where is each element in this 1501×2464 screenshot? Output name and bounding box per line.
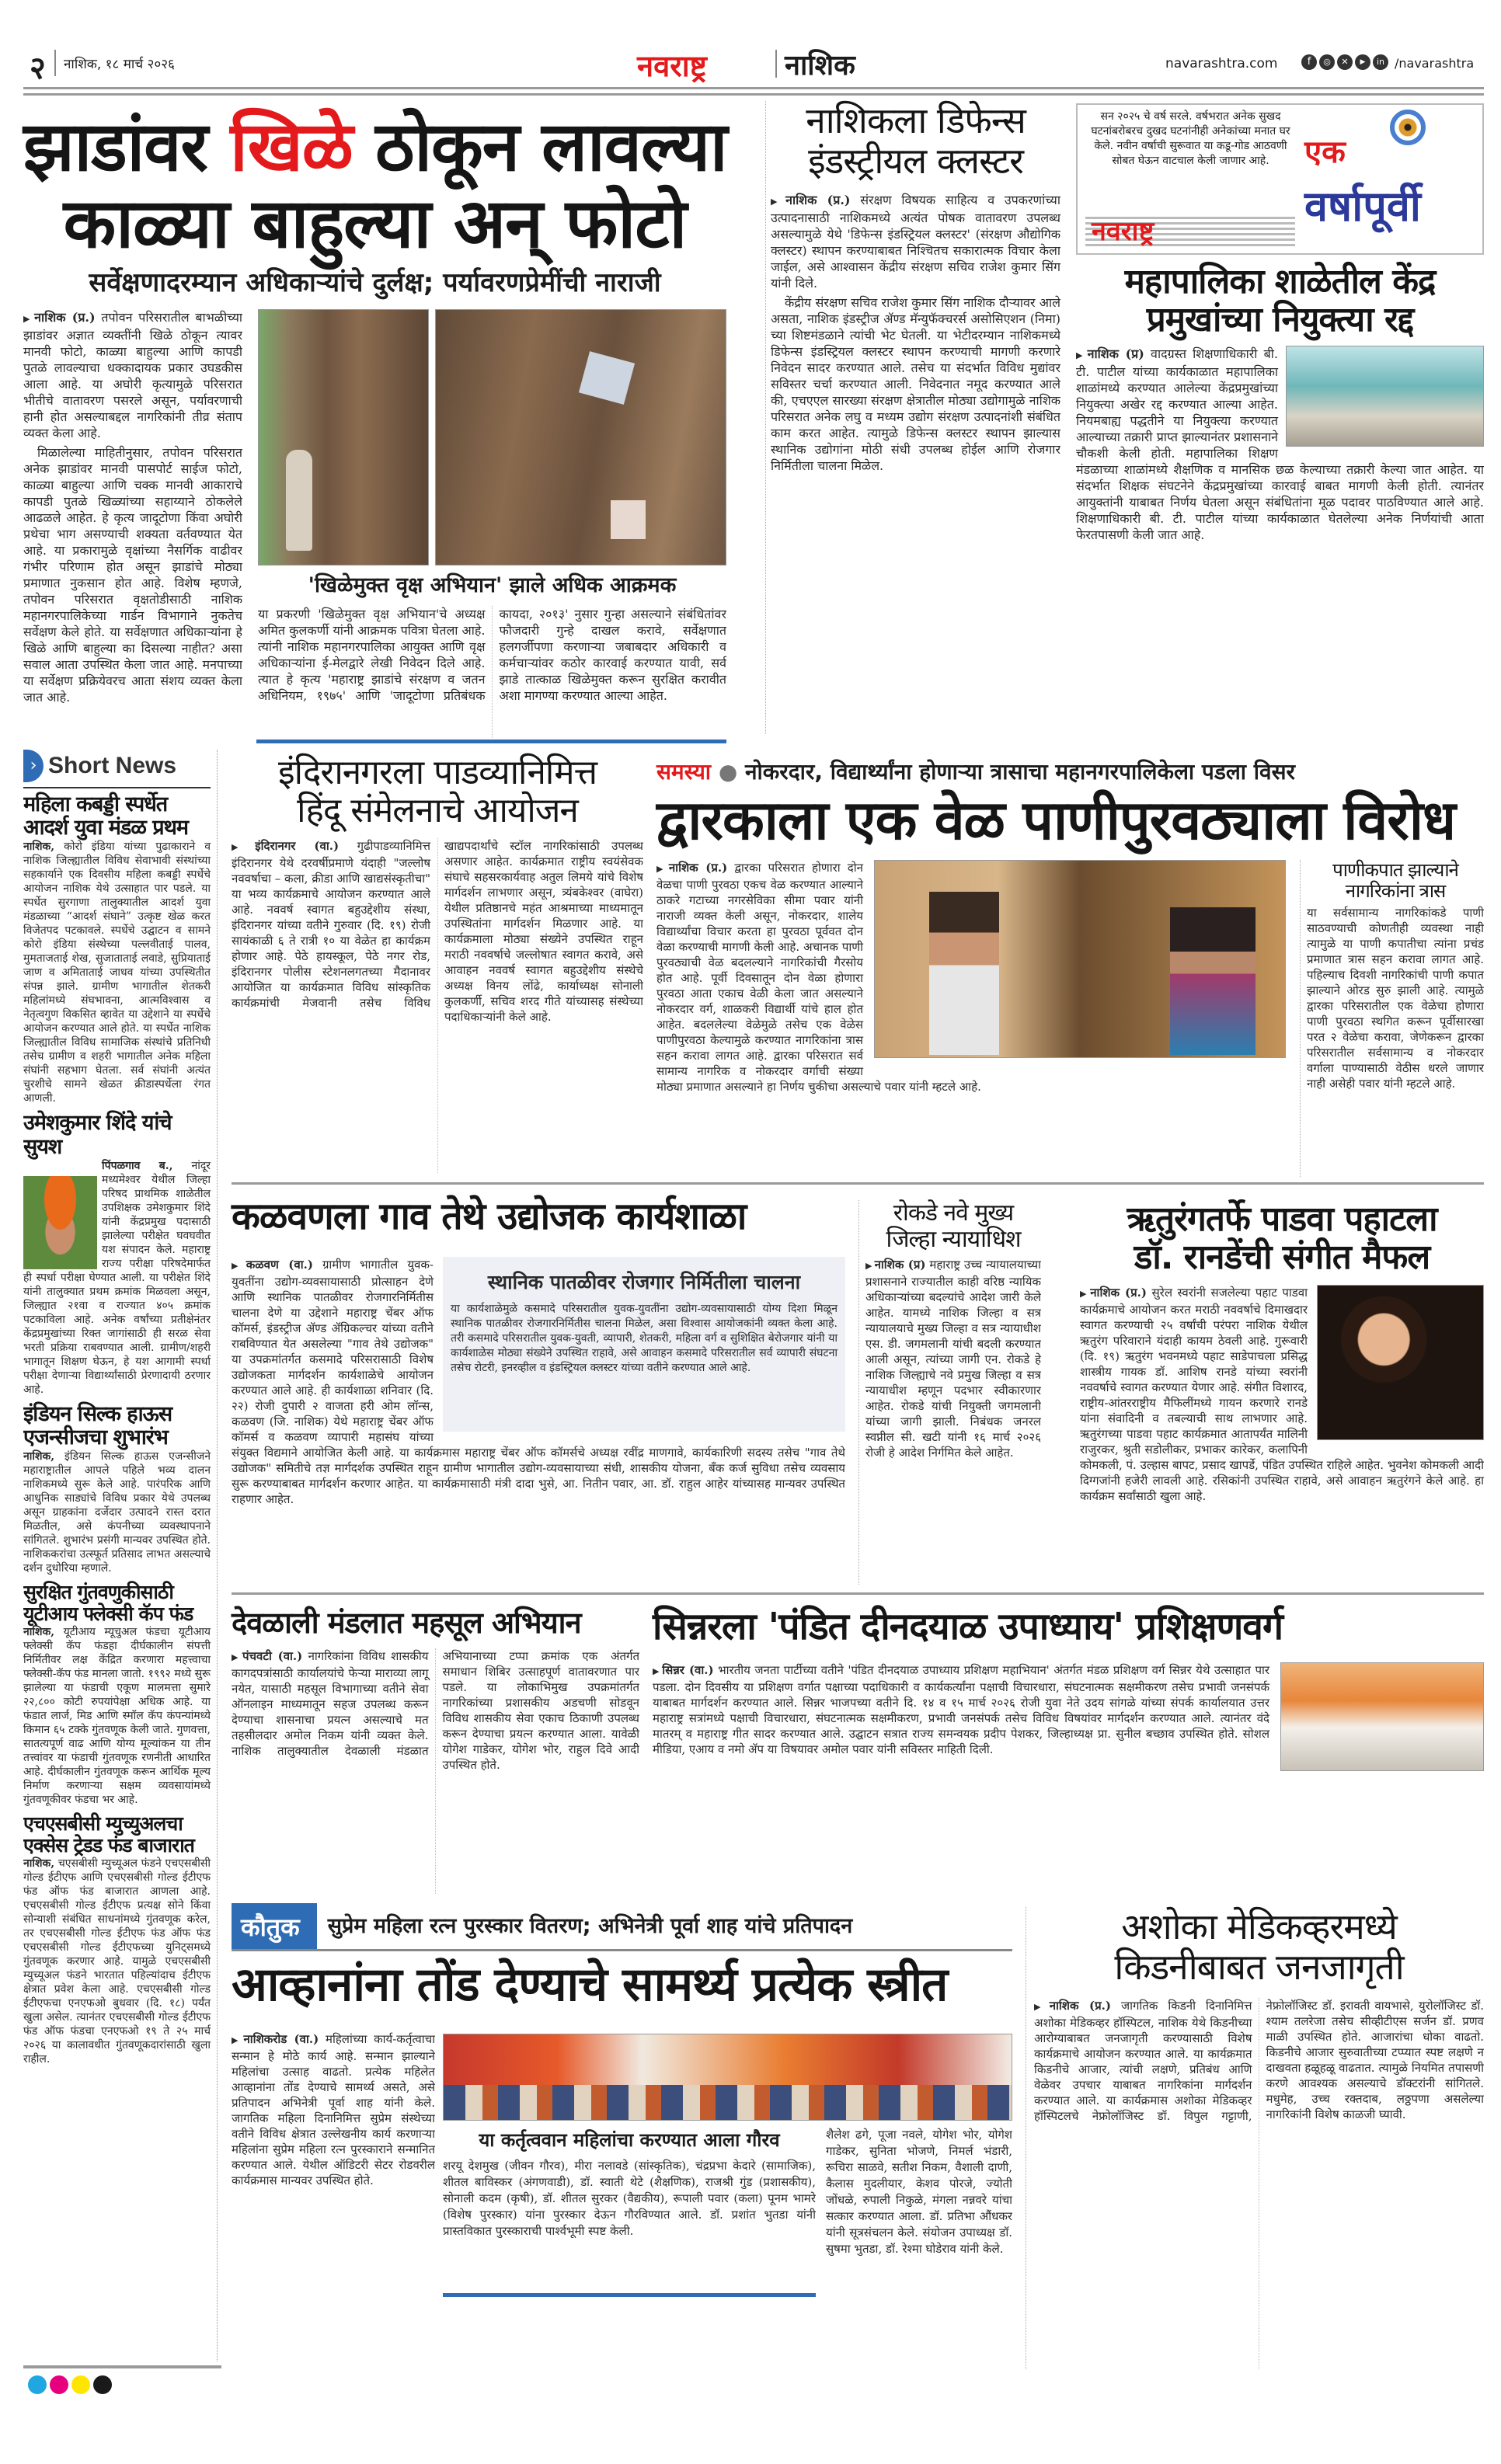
dateline: नाशिक, १८ मार्च २०२६ — [64, 57, 175, 72]
black-dot — [93, 2375, 112, 2394]
section-divider — [256, 740, 726, 743]
cyan-dot — [28, 2375, 47, 2394]
kalwan-box-body: या कार्यशाळेमुळे कसमादे परिसरातील युवक-युवतींना उद्योग-व्यवसायासाठी योग्य दिशा मिळून स्थानिक पातळीवर रोजगारनिर्मितीस चालना मिळेल, असा विश्वास आयोजकांनी व्यक्त केला आहे. तरी कसमादे परिसरातील युवक-युवती, व्यापारी, शेतकरी, महिला वर्ग व सुशिक्षित बेरोजगार यांनी या कार्यशाळेस मोठ्या संख्येने उपस्थित राहावे, असे आवाहन कसमादे परिसरातील सर्व व्यापारी संघटना तसेच रोटरी, इनरव्हील व इंडस्ट्रियल क्लस्टर यांच्या वतीने करण्यात आले आहे. — [451, 1303, 838, 1374]
defence-headline: नाशिकला डिफेन्स इंडस्ट्रीयल क्लस्टर — [806, 99, 1026, 182]
water-cut-body: या सर्वसामान्य नागरिकांकडे पाणी साठवण्याची कोणतीही व्यवस्था नाही त्यामुळे या पाणी कपातीचा त्यांना प्रचंड प्रमाणात त्रास सहन करावा लागत आहे. पहिल्याच दिवशी नागरिकांची पाणी कपात झाल्याने ओरड सुरु झाली आहे. त्यामुळे द्वारका परिसरातील एक वेळेचा होणारा पाणी पुरवठा स्थगित करून पूर्वीसारखा परत २ वेळेचा करावा, जेणेकरून द्वारका परिसरातील सर्वसामान्य व नोकरदार वर्गाला पाण्यासाठी वेठीस धरले जाणार नाही असेही पवार यांनी म्हटले आहे. — [1307, 905, 1484, 1091]
kalwan-highlight-box — [443, 1257, 845, 1432]
sinnar-story — [653, 1606, 1484, 1894]
lead-story — [23, 106, 727, 738]
award-ceremony-photo — [443, 2034, 1012, 2121]
x-icon[interactable]: ✕ — [1337, 54, 1353, 70]
social-handle[interactable]: /navarashtra — [1395, 56, 1475, 71]
dwarka-kicker: समस्या ● नोकरदार, विद्यार्थ्यांना होणाऱ्या त्रासाचा महानगरपालिकेला पडला विसर — [656, 759, 1296, 785]
kalwan-body: स्थानिक पातळीवर रोजगार निर्मितीला चालना या कार्यशाळेमुळे कसमादे परिसरातील युवक-युवतींना उद्योग-व्यवसायासाठी योग्य दिशा मिळून स्थानिक पातळीवर रोजगारनिर्मितीस चालना मिळेल, असा विश्वास आयोजकांनी व्यक्त केला आहे. तरी कसमादे परिसरातील युवक-युवती, व्यापारी, शेतकरी, महिला वर्ग व सुशिक्षित बेरोजगार यांनी या कार्यशाळेस मोठ्या संख्येने उपस्थित राहावे, असे आवाहन कसमादे परिसरातील सर्व व्यापारी संघटना तसेच रोटरी, इनरव्हील व इंडस्ट्रियल क्लस्टर यांच्या वतीने करण्यात आले आहे. ▶ कळवण (वा.) ग्रामीण भागातील युवक-युवतींना उद्योग-व्यवसायासाठी प्रोत्साहन देणे आणि स्थानिक पातळीवर रोजगारनिर्मितीस चालना देणे या उद्देशाने महाराष्ट्र चेंबर ऑफ कॉमर्स, इंडस्ट्रीज ॲण्ड ॲग्रिकल्चर यांच्या वतीने राबविण्यात येत असलेल्या "गाव तेथे उद्योजक" या उपक्रमांतर्गत कसमादे परिसरासाठी विशेष उद्योजकता मार्गदर्शन कार्यशाळेचे आयोजन करण्यात आले आहे. ही कार्यशाळा शनिवार (दि. २२) रोजी दुपारी २ वाजता हरी ओम लॉन्स, कळवण (जि. नाशिक) येथे महाराष्ट्र चेंबर ऑफ कॉमर्स व कळवण व्यापारी महासंघ यांच्या संयुक्त विद्यमाने आयोजित केली आहे. या कार्यक्रमास महाराष्ट्र चेंबर ऑफ कॉमर्सचे अध्यक्ष रवींद्र माणगावे, कार्यकारिणी सदस्य तसेच "गाव तेथे उद्योजक" समितीचे तज्ञ मार्गदर्शक उपस्थित राहून ग्रामीण भागातील उद्योग-व्यवसायाच्या संधी, शासकीय योजना, बँक कर्ज सुविधा तसेच व्यवसाय सुरू करण्याबाबत मार्गदर्शन करणार आहेत. या कार्यक्रमासाठी मंत्री दादा भुसे, आ. नितीन पवार, आ. डॉ. राहुल आहेर यांच्यासह मान्यवर उपस्थित राहणार आहेत. — [232, 1257, 845, 1585]
year-ago-box — [1076, 103, 1484, 255]
facebook-icon[interactable]: f — [1301, 54, 1317, 70]
short-news-item: उमेशकुमार शिंदे यांचे सुयश पिंपळगाव ब., नांदूर मध्यमेश्वर येथील जिल्हा परिषद प्राथमिक शाळेतील उपशिक्षक उमेशकुमार शिंदे यांनी केंद्रप्रमुख पदासाठी झालेल्या परीक्षेत घवघवीत यश संपादन केले. महाराष्ट्र राज्य परीक्षा परिषदेमार्फत ही स्पर्धा परीक्षा घेण्यात आली. या परीक्षेत शिंदे यांनी तालुक्यात प्रथम क्रमांक मिळवला असून, जिल्ह्यात २१वा व राज्यात ४०५ क्रमांक पटकाविला आहे. अनेक वर्षांच्या प्रतीक्षेनंतर केंद्रप्रमुखांच्या रिक्त जागांसाठी ही सरळ सेवा भरती प्रक्रिया राबवण्यात आली. ग्रामीण/शहरी भागातून शिक्षण घेऊन, हे यश आगामी स्पर्धा परीक्षा देणाऱ्या विद्यार्थ्यांसाठी प्रेरणादायी ठरणार आहे. — [23, 1111, 211, 1396]
water-cut-headline: पाणीकपात झाल्याने नागरिकांना त्रास — [1332, 859, 1458, 902]
rokade-body: ▶ नाशिक (प्र) महाराष्ट्र उच्च न्यायालयाच्या प्रशासनाने राज्यातील काही वरिष्ठ न्यायिक अधिकाऱ्यांच्या बदल्यांचे आदेश जारी केले आहेत. यामध्ये नाशिक जिल्हा व सत्र न्यायालयाचे मुख्य जिल्हा व सत्र न्यायाधीश एस. डी. जगमलानी यांची बदली करण्यात आली असून, त्यांच्या जागी एन. रोकडे हे नाशिक जिल्ह्याचे नवे प्रमुख जिल्हा व सत्र न्यायाधीश म्हणून पदभार स्वीकारणार आहेत. रोकडे यांची नियुक्ती जगमलानी यांच्या जागी झाली. निबंधक जनरल स्वप्नील सी. खटी यांनी १६ मार्च २०२६ रोजी हे आदेश निर्गमित केले आहेत. — [865, 1257, 1041, 1585]
caption-rule — [443, 2293, 816, 2297]
kalwan-box-headline: स्थानिक पातळीवर रोजगार निर्मितीला चालना — [487, 1271, 801, 1293]
short-news-item: एचएसबीसी म्युच्युअलचा एक्सेस ट्रेडड फंड बाजारात नाशिक, चएसबीसी म्युच्यूअल फंडने एचएसबीसी गोल्ड ईटीएफ आणि एचएसबीसी गोल्ड ईटीएफ फंड ऑफ फंड बाजारात आणला आहे. एचएसबीसी गोल्ड ईटीएफ प्रत्यक्ष सोने किंवा सोन्याशी संबंधित साधनांमध्ये गुंतवणूक करेल, तर एचएसबीसी गोल्ड ईटीएफ फंड ऑफ फंड एचएसबीसी गोल्ड ईटीएफच्या युनिट्समध्ये गुंतवणूक करणार आहे. यामुळे एचएसबीसी म्युच्यूअल फंडने भारतात पहिल्यांदाच ईटीएफ क्षेत्रात प्रवेश केला आहे. एचएसबीसी गोल्ड ईटीएफचा एनएफओ बुधवार (दि. १८) पर्यंत खुला असेल. त्यानंतर एचएसबीसी गोल्ड ईटीएफ फंड ऑफ फंडचा एनएफओ १९ ते २५ मार्च २०२६ या कालावधीत गुंतवणूकदारांसाठी खुला राहील. — [23, 1812, 211, 2066]
page-number: २ — [30, 50, 46, 86]
indiranagar-body: ▶ इंदिरानगर (वा.) गुढीपाडव्यानिमित्त इंदिरानगर येथे दरवर्षीप्रमाणे यंदाही "जल्लोष नववर्षाचा – कला, क्रीडा आणि खाद्यसंस्कृतीचा" या भव्य कार्यक्रमाचे आयोजन करण्यात आले आहे. नववर्ष स्वागत बहुउद्देशीय संस्था, इंदिरानगर यांच्या वतीने गुरुवार (दि. १९) रोजी सायंकाळी ६ ते रात्री १० या वेळेत हा कार्यक्रम होणार आहे. पेठे हायस्कूल, पेठे नगर रोड, इंदिरानगर पोलीस स्टेशनलगतच्या मैदानावर आयोजित या कार्यक्रमात विविध सांस्कृतिक कार्यक्रमांची मेजवानी तसेच विविध खाद्यपदार्थांचे स्टॉल नागरिकांसाठी उपलब्ध असणार आहेत. कार्यक्रमात राष्ट्रीय स्वयंसेवक संघाचे सहसरकार्यवाह अतुल लिमये यांचे विशेष मार्गदर्शन लाभणार असून, त्र्यंबकेश्वर (वाघेरा) येथील प्रतिष्ठानचे महंत आश्रमाच्या माध्यमातून उपस्थितांना मार्गदर्शन मिळणार आहे. या कार्यक्रमाला मोठ्या संख्येने उपस्थित राहून मराठी नववर्षाचे जल्लोषात स्वागत करावे, असे आवाहन नववर्ष स्वागत बहुउद्देशीय संस्थेचे अध्यक्ष विनय लोंढे, कार्याध्यक्ष सोनाली कुलकर्णी, सचिव शरद गीते यांच्यासह संस्थेच्या पदाधिकाऱ्यांनी केले आहे. — [232, 838, 643, 1173]
instagram-icon[interactable]: ◎ — [1319, 54, 1335, 70]
defence-body: ▶ नाशिक (प्र.) संरक्षण विषयक साहित्य व उपकरणांच्या उत्पादनासाठी नाशिकमध्ये अत्यंत पोषक वातावरण उपलब्ध असल्यामुळे येथे 'डिफेन्स इंडस्ट्रियल क्लस्टर' (संरक्षण औद्योगिक क्लस्टर) स्थापन करण्याबाबत निश्चितच सकारात्मक विचार केला जाईल, असे आश्वासन केंद्रीय संरक्षण सचिव राजेश कुमार सिंग यांनी दिले. केंद्रीय संरक्षण सचिव राजेश कुमार सिंग नाशिक दौऱ्यावर आले असता, नाशिक इंडस्ट्रीज ॲण्ड मॅन्युफॅक्चरर्स असोसिएशन (निमा) च्या शिष्टमंडळाने त्यांची भेट घेतली. या भेटीदरम्यान नाशिकमध्ये डिफेन्स इंडस्ट्रियल क्लस्टर स्थापन करण्याची मागणी करणारे निवेदन सादर करण्यात आले. तसेच या संदर्भात विविध मुद्यांवर सविस्तर चर्चा करण्यात आली. निवेदनात नमूद करण्यात आले की, एचएएल सारख्या संरक्षण क्षेत्रातील मोठ्या उद्योगामुळे नाशिक परिसरात अनेक लघु व मध्यम उद्योग संरक्षण उत्पादनांशी संबंधित काम करत आहेत. त्यामुळे डिफेन्स क्लस्टर स्थापन झाल्यास स्थानिक उद्योगांना मोठी संधी उपलब्ध होईल आणि रोजगार निर्मितीला चालना मिळेल. — [771, 192, 1060, 734]
short-news-item: महिला कबड्डी स्पर्धेत आदर्श युवा मंडळ प्रथम नाशिक, कोरो इंडिया यांच्या पुढाकाराने व नाशिक जिल्ह्यातील विविध सेवाभावी संस्थांच्या सहकार्याने एक दिवसीय महिला कबड्डी स्पर्धेचे आयोजन नाशिक येथे उत्साहात पार पडले. या स्पर्धेत सुरगाणा तालुक्यातील आदर्श युवा मंडळाच्या “आदर्श संघाने” उत्कृष्ट खेळ करत विजेतपद पटकावले. स्पर्धेचे उद्घाटन व सामने कोरो इंडिया संस्थेच्या पल्लवीताई पालव, मुमताजताई शेख, सुजाताताई लवाडे, सुप्रियाताई जाण व अमिताताई जाधव यांच्या उपस्थितीत संपन्न झाले. ग्रामीण भागातील शेतकरी महिलांमध्ये संघभावना, आत्मविश्वास व नेतृत्वगुण विकसित व्हावेत या उद्देशाने या स्पर्धेचे आयोजन करण्यात आले होते. या स्पर्धेत नाशिक जिल्ह्यातील विविध सामाजिक संस्थांचे प्रतिनिधी तसेच ग्रामीण व शहरी भागातील अनेक महिला संघांनी सहभाग घेतला. सर्व संघांनी अत्यंत चुरशीचे सामने खेळत क्रीडास्पर्धेला रंगत आणली. — [23, 792, 211, 1105]
side-body: या प्रकरणी 'खिळेमुक्त वृक्ष अभियान'चे अध्यक्ष अमित कुलकर्णी यांनी आक्रमक पवित्रा घेतला आहे. त्यांनी नाशिक महानगरपालिका आयुक्त आणि वृक्ष अधिकाऱ्यांना ई-मेलद्वारे लेखी निवेदन दिले आहे. त्यात हे कृत्य 'महाराष्ट्र झाडांचे संरक्षण व जतन अधिनियम, १९७५' आणि 'जादूटोणा प्रतिबंधक कायदा, २०१३' नुसार गुन्हा असल्याने संबंधितांवर फौजदारी गुन्हे दाखल करावे, सर्वेक्षणात हलगर्जीपणा करणाऱ्या जबाबदार अधिकारी व कर्मचाऱ्यांवर कठोर कारवाई करण्यात यावी, सर्व झाडे तात्काळ खिळेमुक्त करून सुरक्षित करावीत अशा मागण्या करण्यात आल्या आहेत. — [258, 607, 726, 703]
kalwan-story — [232, 1196, 845, 1585]
defence-story — [765, 101, 1060, 734]
bullet-icon: ● — [718, 759, 738, 785]
social-icons — [1301, 54, 1388, 70]
lead-body: ▶ नाशिक (प्र.) तपोवन परिसरातील बाभळीच्या झाडांवर अज्ञात व्यक्तींनी खिळे ठोकून त्यावर मानवी फोटो, काळ्या बाहुल्या आणि कापडी पुतळे लावल्याचा धक्कादायक प्रकार उघडकीस आला आहे. या अघोरी कृत्यामुळे परिसरात भीतीचे वातावरण पसरले असून, पर्यावरणाची हानी होत असल्याबद्दल नागरिकांनी तीव्र संताप व्यक्त केला आहे. मिळालेल्या माहितीनुसार, तपोवन परिसरात अनेक झाडांवर मानवी पासपोर्ट साईज फोटो, काळ्या बाहुल्या आणि चक्क मानवी आकाराचे कापडी पुतळे खिळ्यांच्या सहाय्याने ठोकलेले आढळले आहेत. हे कृत्य जादूटोणा किंवा अघोरी प्रथेचा भाग असण्याची शक्यता वर्तवण्यात येत आहे. या प्रकारामुळे वृक्षांच्या नैसर्गिक वाढीवर गंभीर परिणाम होत असून झाडांचे मोठ्या प्रमाणात नुकसान होत आहे. विशेष म्हणजे, तपोवन परिसरात वृक्षतोडीसाठी नाशिक महानगरपालिकेच्या गार्डन विभागाने नुकतेच सर्वेक्षण केले होते. या सर्वेक्षणात अधिकाऱ्यांना हे खिळे आणि बाहुल्या का दिसल्या नाहीत? असा सवाल आता उपस्थित केला जात आहे. मनपाच्या या सर्वेक्षण प्रक्रियेवरच आता संशय व्यक्त केला जात आहे. — [23, 309, 242, 738]
indiranagar-story — [232, 753, 643, 1173]
ruturang-body: ▶ नाशिक (प्र.) सुरेल स्वरांनी सजलेल्या पहाट पाडवा कार्यक्रमाचे आयोजन करत मराठी नववर्षाचे दिमाखदार स्वागत करण्याची २५ वर्षांची परंपरा नाशिक येथील ऋतुरंग परिवाराने यंदाही कायम ठेवली आहे. गुरूवारी (दि. १९) ऋतुरंग भवनमध्ये पहाट साडेपाचला प्रसिद्ध शास्त्रीय गायक डॉ. आशिष रानडे यांच्या स्वरांनी नववर्षाचे स्वागत करण्यात येणार आहे. संगीत विशारद, राष्ट्रीय-आंतरराष्ट्रीय मैफिलींमध्ये गायन करणारे रानडे यांना संवादिनी व तबल्याची साथ लाभणार आहे. ऋतुरंगच्या पाडवा पहाट कार्यक्रमात आतापर्यंत मालिनी राजुरकर, श्रुती सडोलीकर, प्रभाकर कारेकर, कलापिनी कोमकली, पं. उल्हास बापट, प्रसाद खापर्डे, पंडित उपस्थित राहिले आहेत. भुवनेश कोमकली आदी दिग्गजांनी हजेरी लावली आहे. रसिकांनी उपस्थित राहावे, असे आवाहन ऋतुरंगने केले आहे. हा कार्यक्रम सर्वांसाठी खुला आहे. — [1080, 1285, 1484, 1585]
award-caption: या कर्तृत्ववान महिलांचा करण्यात आला गौरव — [479, 2129, 780, 2151]
ashoka-body: ▶ नाशिक (प्र.) जागतिक किडनी दिनानिमित्त अशोका मेडिकव्हर हॉस्पिटल, नाशिक येथे किडनीच्या आरोग्याबाबत जनजागृती करण्यासाठी विशेष कार्यक्रमाचे आयोजन करण्यात आले. या कार्यक्रमात किडनीचे आजार, त्यांची लक्षणे, प्रतिबंध आणि वेळेवर उपचार याबाबत नागरिकांना मार्गदर्शन करण्यात आले. या कार्यक्रमास अशोका मेडिकव्हर हॉस्पिटलचे नेफ्रोलॉजिस्ट डॉ. विपुल गट्टाणी, नेफ्रोलॉजिस्ट डॉ. इरावती वायभासे, युरोलॉजिस्ट डॉ. श्याम तलरेजा तसेच सीव्हीटीएस सर्जन डॉ. प्रणव माळी उपस्थित होते. आजारांचा धोका वाढतो. किडनीचे आजार सुरुवातीच्या टप्प्यात स्पष्ट लक्षणे न दाखवता हळूहळू वाढतात. त्यामुळे नियमित तपासणी करणे आवश्यक असल्याचे डॉक्टरांनी सांगितले. मधुमेह, उच्च रक्तदाब, लठ्ठपणा असलेल्या नागरिकांनी विशेष काळजी घ्यावी. — [1034, 1998, 1484, 2369]
short-news-item: इंडियन सिल्क हाऊस एजन्सीजचा शुभारंभ नाशिक, इंडियन सिल्क हाऊस एजन्सीजने महाराष्ट्रातील आपले पहिले भव्य दालन नाशिकमध्ये सुरू केले आहे. पारंपरिक आणि आधुनिक साड्यांचे विविध प्रकार येथे उपलब्ध असून ग्राहकांना दर्जेदार उत्पादने रास्त दरात मिळतील, असे कंपनीच्या व्यवस्थापनाने सांगितले. शुभारंभ प्रसंगी मान्यवर उपस्थित होते. नाशिककरांचा उत्स्फूर्त प्रतिसाद लाभत असल्याचे दर्शन दुधोरिया म्हणाले. — [23, 1401, 211, 1575]
year-ago-logo: एक वर्षापूर्वी — [1304, 110, 1479, 249]
short-news-column — [23, 750, 218, 2361]
kautuk-kicker: कौतुक सुप्रेम महिला रत्न पुरस्कार वितरण; अभिनेत्री पूर्वा शाह यांचे प्रतिपादन — [232, 1903, 1012, 1951]
school-building-photo — [1286, 346, 1484, 447]
magenta-dot — [50, 2375, 68, 2394]
youtube-icon[interactable]: ▶ — [1355, 54, 1370, 70]
masthead-divider — [54, 50, 56, 76]
lead-headline: झाडांवर खिळे ठोकून लावल्या — [23, 106, 727, 186]
felicitated-names: शैलेश ढगे, पूजा नवले, योगेश भोर, योगेश गाडेकर, सुनिता भोजणे, निमर्ल भंडारी, रूचिरा साळवे, सतीश निकम, वैशाली दाणी, कैलास मुदलीयार, केशव पोरजे, ज्योती जोंधळे, रुपाली निकुळे, मंगला नन्नवरे यांचा सत्कार करण्यात आला. डॉ. प्रतिभा औंधकर यांनी सूत्रसंचलन केले. संयोजन उपाध्यक्ष डॉ. सुषमा भुतडा, डॉ. रेश्मा घोडेराव यांनी केले. — [826, 2128, 1012, 2256]
eye-icon — [1390, 110, 1426, 145]
kautuk-headline: आव्हानांना तोंड देण्याचे सामर्थ्य प्रत्येक स्त्रीत — [232, 1958, 948, 2012]
devlali-story — [232, 1606, 639, 1894]
year-ago-intro: सन २०२५ चे वर्ष सरले. वर्षभरात अनेक सुखद घटनांबरोबरच दुखद घटनांनीही अनेकांच्या मनात घर केले. नवीन वर्षाची सुरूवात या कडू-गोड आठवणी सोबत घेऊन वाटचाल केली जाणार आहे. — [1091, 110, 1290, 167]
column-end-rule — [23, 2365, 221, 2368]
officials-photo — [874, 860, 1286, 1058]
masthead-rule — [23, 93, 1484, 96]
short-news-header: › Short News — [23, 750, 211, 788]
section-divider — [232, 1592, 1484, 1595]
ashoka-headline: अशोका मेडिकव्हरमध्ये किडनीबाबत जनजागृती — [1114, 1905, 1404, 1988]
devlali-body: ▶ पंचवटी (वा.) नागरिकांना विविध शासकीय कागदपत्रांसाठी कार्यालयांचे फेऱ्या माराव्या लागू नयेत, यासाठी महसूल विभागाच्या वतीने सेवा ऑनलाइन माध्यमातून सहज उपलब्ध करून देण्याचा शासनाचा प्रयत्न असल्याचे मत तहसीलदार अमोल निकम यांनी व्यक्त केले. नाशिक तालुक्यातील देवळाली मंडळात अभियानाच्या टप्पा क्रमांक एक अंतर्गत समाधान शिबिर उत्साहपूर्ण वातावरणात पार पडले. या लोकाभिमुख उपक्रमांतर्गत नागरिकांच्या प्रशासकीय अडचणी सोडवून विविध शासकीय सेवा एकाच ठिकाणी उपलब्ध करून देण्याचा प्रयत्न करण्यात आला. यावेळी योगेश गाडेकर, योगेश भोर, राहुल दिवे आदी उपस्थित होते. — [232, 1648, 639, 1894]
devlali-headline: देवळाली मंडलात महसूल अभियान — [232, 1606, 581, 1640]
kautuk-body: ▶ नाशिकरोड (वा.) महिलांच्या कार्य-कर्तृत्वाचा सन्मान हे मोठे कार्य आहे. सन्मान झाल्याने महिलांचा उत्साह वाढतो. प्रत्येक महिलेत आव्हानांना तोंड देण्याचे सामर्थ्य असते, असे प्रतिपादन अभिनेत्री पूर्वा शाह यांनी केले. जागतिक महिला दिनानिमित्त सुप्रेम संस्थेच्या वतीने विविध क्षेत्रात उल्लेखनीय कार्य करणाऱ्या महिलांना सुप्रेम महिला रत्न पुरस्काराने सन्मानित करण्यात आले. येथील ऑडिटरी सेटर रोडवरील कार्यक्रमास मान्यवर उपस्थित होते. — [232, 2031, 435, 2369]
side-headline: 'खिळेमुक्त वृक्ष अभियान' झाले अधिक आक्रमक — [308, 573, 677, 597]
section-divider — [232, 1182, 1484, 1185]
masthead-rule — [23, 87, 1484, 89]
ruturang-headline: ऋतुरंगतर्फे पाडवा पहाटला डॉ. रानडेंची संगीत मैफल — [1127, 1199, 1437, 1278]
ruturang-story — [1080, 1200, 1484, 1585]
dwarka-body: ▶ नाशिक (प्र.) द्वारका परिसरात होणारा दोन वेळचा पाणी पुरवठा एकच वेळ करण्यात आल्याने ठाकरे गटाच्या नगरसेविका सीमा पवार यांनी नाराजी व्यक्त केली असून, नोकरदार, शालेय विद्यार्थ्यांचा विचार करता हा पुरवठा पूर्ववत दोन वेळा करण्याची मागणी केली आहे. अचानक पाणी पुरवठ्याची वेळ बदलल्याने नागरिकांची गैरसोय होत आहे. पूर्वी दिवसातून दोन वेळा होणारा पुरवठा आता एकाच वेळी केला जात असल्याने नोकरदार वर्ग, शाळकरी विद्यार्थी यांचे हाल होत आहेत. बदललेल्या वेळेमुळे तसेच एक वेळेस पाणीपुरवठा केल्यामुळे करण्यात नागरिकांना त्रास सहन करावा लागत आहे. द्वारका परिसरात सर्व सामान्य नागरिक व नोकरदार वर्गाची संख्या मोठ्या प्रमाणात असल्याने हा निर्णय चुकीचा असल्याचे पवार यांनी म्हटले आहे. — [656, 860, 1286, 1177]
tree-doll-photo — [258, 309, 429, 566]
short-news-item: सुरक्षित गुंतवणुकीसाठी यूटीआय फ्लेक्सी कॅप फंड नाशिक, यूटीआय म्यूचुअल फंडचा यूटीआय फ्लेक्सी कॅप फंडहा दीर्घकालीन संपत्ती निर्मितीवर लक्ष केंद्रित करणारा महत्त्वाचा फ्लेक्सी-कॅप फंड मानला जातो. १९९२ मध्ये सुरू झालेल्या या फंडाची एकूण मालमत्ता सुमारे २२,८०० कोटी रुपयांपेक्षा अधिक आहे. या फंडात लार्ज, मिड आणि स्मॉल कॅप कंपन्यांमध्ये किमान ६५ टक्के गुंतवणूक केली जाते. गुणवत्ता, सातत्यपूर्ण वाढ आणि योग्य मूल्यांकन या तीन तत्त्वांवर या फंडाची गुंतवणूक रणनीती आधारित आहे. दीर्घकालीन गुंतवणूक करून आर्थिक मूल्य निर्माण करणाऱ्या सक्षम व्यवसायांमध्ये गुंतवणूकीवर फंडचा भर आहे. — [23, 1581, 211, 1807]
arrow-icon: › — [23, 750, 44, 782]
training-photo — [1280, 1662, 1484, 1771]
school-headline: महापालिका शाळेतील केंद्र प्रमुखांच्या नियुक्त्या रद्द — [1124, 262, 1436, 340]
kautuk-story — [232, 1903, 1012, 2369]
linkedin-icon[interactable]: in — [1373, 54, 1388, 70]
indiranagar-headline: इंदिरानगरला पाडव्यानिमित्त हिंदू संमेलनाचे आयोजन — [278, 753, 597, 831]
site-link[interactable]: navarashtra.com — [1165, 56, 1278, 71]
year-ago-brand: नवराष्ट्र — [1085, 214, 1295, 249]
yellow-dot — [71, 2375, 90, 2394]
dwarka-headline: द्वारकाला एक वेळ पाणीपुरवठ्याला विरोध — [656, 788, 1456, 852]
sinnar-headline: सिन्नरला 'पंडित दीनदयाळ उपाध्याय' प्रशिक्षणवर्ग — [653, 1605, 1283, 1648]
masthead — [23, 45, 1484, 84]
edition-name: नाशिक — [785, 50, 855, 82]
lead-headline-line2: काळ्या बाहुल्या अन् फोटो — [63, 183, 687, 263]
kalwan-headline: कळवणला गाव तेथे उद्योजक कार्यशाळा — [232, 1195, 747, 1238]
ashoka-story — [1026, 1907, 1484, 2369]
print-color-marks — [28, 2375, 112, 2394]
tree-photos-photo — [435, 309, 726, 566]
dwarka-story — [656, 757, 1484, 1177]
brand-logo: नवराष्ट्र — [637, 49, 707, 83]
rokade-story — [858, 1200, 1041, 1585]
umeshkumar-photo — [23, 1176, 97, 1269]
rokade-headline: रोकडे नवे मुख्य जिल्हा न्यायाधिश — [886, 1199, 1021, 1253]
school-story — [1076, 263, 1484, 734]
lead-subhead: सर्वेक्षणादरम्यान अधिकाऱ्यांचे दुर्लक्ष; पर्यावरणप्रेमींची नाराजी — [89, 267, 661, 298]
school-body: ▶ नाशिक (प्र) वादग्रस्त शिक्षणाधिकारी बी. टी. पाटील यांच्या कार्यकाळात महापालिका शाळांमध्ये करण्यात आलेल्या केंद्रप्रमुखांच्या नियुक्त्या अखेर रद्द करण्यात आल्या आहेत. नियमबाह्य पद्धतीने या नियुक्त्या करण्यात आल्याच्या तक्रारी प्राप्त झाल्यानंतर प्रशासनाने चौकशी केली होती. महापालिका शिक्षण मंडळाच्या शाळांमध्ये शैक्षणिक व मानसिक छळ केल्याच्या तक्रारी केल्या जात आहेत. या संदर्भात शिक्षक संघटनेने केंद्रप्रमुखांच्या कारवाई बाबत मागणी केली होती. त्यानंतर आयुक्तांनी याबाबत निर्णय घेतला असून संबंधितांना मूळ पदावर पाठविण्यात आले आहे. शिक्षणाधिकारी बी. टी. पाटील यांच्या कार्यकाळात घेतलेल्या अनेक निर्णयांची आता फेरतपासणी केली जात आहे. — [1076, 346, 1484, 734]
water-cut-sidebar — [1300, 860, 1484, 1177]
sinnar-body: ▶ सिन्नर (वा.) भारतीय जनता पार्टीच्या वतीने 'पंडित दीनदयाळ उपाध्याय प्रशिक्षण महाभियान' अंतर्गत मंडळ प्रशिक्षण वर्ग सिन्नर येथे उत्साहात पार पडला. दोन दिवसीय या प्रशिक्षण वर्गात पक्षाच्या पदाधिकारी व कार्यकर्त्यांना पक्षाची विचारधारा, संघटनात्मक सक्षमीकरण तसेच प्रभावी जनसंपर्क याबाबत मार्गदर्शन करण्यात आले. सिन्नर भाजपच्या वतीने दि. १४ व १५ मार्च २०२६ रोजी युवा नेते उदय सांगळे यांच्या संपर्क कार्यालयात उत्तर महाराष्ट्र सत्रांमध्ये पक्षाची विचारधारा, संघटनात्मक सक्षमीकरण, प्रभावी जनसंपर्क तसेच विविध विषयांवर मार्गदर्शन करण्यात आले. त्यानंतर वंदे मातरम् व महाराष्ट्र गीत सादर करण्यात आले. उद्घाटन सत्रात राज्य समन्वयक प्रदीप पेशकर, जिल्हाध्यक्ष प्रा. सुनील बच्छाव उपस्थित होते. सोशल मीडिया, एआय व नमो ॲप या विषयावर अमोल पवार यांनी सविस्तर माहिती दिली. — [653, 1662, 1484, 1894]
awardees-list: शरयू देशमुख (जीवन गौरव), मीरा नलावडे (सांस्कृतिक), चंद्रप्रभा केदारे (सामाजिक), शीतल बाविस्कर (अंगणवाडी), डॉ. स्वाती थेटे (शैक्षणिक), राजश्री गुंड (प्रशासकीय), सोनाली कदम (कृषी), डॉ. शीतल सुरकर (वैद्यकीय), रूपाली पवार (कला) पूनम भामरे (विशेष पुरस्कार) यांना पुरस्कार देऊन गौरविण्यात आले. डॉ. प्रशांत भुतडा यांनी प्रास्तविकात पुरस्काराची पार्श्वभूमी स्पष्ट केली. — [443, 2159, 816, 2238]
singer-photo — [1317, 1285, 1484, 1440]
masthead-divider — [775, 50, 777, 78]
